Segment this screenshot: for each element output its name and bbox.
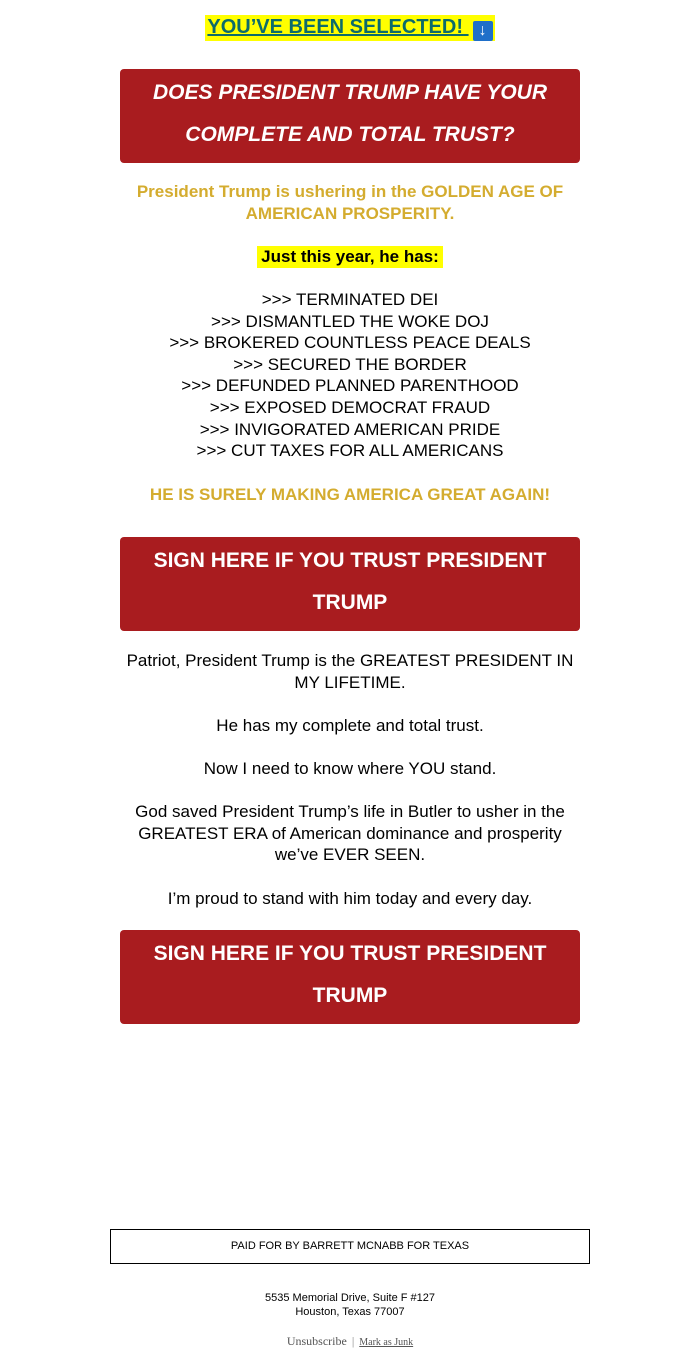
trust-question-line1: DOES PRESIDENT TRUMP HAVE YOUR [153,81,547,104]
list-item: >>> BROKERED COUNTLESS PEACE DEALS [169,333,531,353]
address-line1: 5535 Memorial Drive, Suite F #127 [265,1292,435,1304]
trust-question-button[interactable] [120,69,580,163]
this-year-wrap [0,246,700,268]
selected-banner[interactable] [205,15,494,41]
sign-here-line2: TRUMP [312,984,388,1007]
list-item: >>> EXPOSED DEMOCRAT FRAUD [209,397,491,417]
maga-text: HE IS SURELY MAKING AMERICA GREAT AGAIN! [149,485,551,504]
footer-separator: | [351,1334,355,1348]
trust-question-line2: COMPLETE AND TOTAL TRUST? [185,123,515,146]
accomplishment-list [0,289,700,462]
footer-links [0,1334,700,1349]
unsubscribe-link[interactable]: Unsubscribe [286,1334,347,1348]
sign-here-button-bottom[interactable] [120,930,580,1024]
selected-banner-wrap [0,15,700,41]
address-line2: Houston, Texas 77007 [295,1306,405,1318]
sign-here-line1: SIGN HERE IF YOU TRUST PRESIDENT [153,942,547,965]
list-item: >>> CUT TAXES FOR ALL AMERICANS [196,441,504,461]
golden-age-text: President Trump is ushering in the GOLDEN AGE OF AMERICAN PROSPERITY. [136,182,564,223]
sign-here-line1: SIGN HERE IF YOU TRUST PRESIDENT [153,549,547,572]
sign-here-button[interactable] [120,537,580,631]
sign-here-line2: TRUMP [312,591,388,614]
paid-for-disclaimer: PAID FOR BY BARRETT MCNABB FOR TEXAS [110,1229,590,1264]
list-item: >>> INVIGORATED AMERICAN PRIDE [199,419,501,439]
mark-as-junk-link[interactable]: Mark as Junk [359,1337,414,1348]
letter-paragraph: Now I need to know where YOU stand. [203,758,497,778]
mailing-address [0,1291,700,1319]
down-arrow-icon[interactable]: ↓ [473,21,493,41]
letter-body [115,650,585,931]
this-year-heading: Just this year, he has: [257,246,443,268]
letter-paragraph: Patriot, President Trump is the GREATEST PRESIDENT IN MY LIFETIME. [126,651,574,692]
list-item: >>> DEFUNDED PLANNED PARENTHOOD [181,376,519,396]
list-item: >>> SECURED THE BORDER [233,354,467,374]
selected-banner-text[interactable]: YOU’VE BEEN SELECTED! [207,16,464,38]
letter-paragraph: I’m proud to stand with him today and every day. [167,888,533,908]
letter-paragraph: God saved President Trump’s life in Butler to usher in the GREATEST ERA of American dominance and prosperity we’ve EVER SEEN. [135,802,565,865]
list-item: >>> DISMANTLED THE WOKE DOJ [211,311,489,331]
list-item: >>> TERMINATED DEI [261,290,439,309]
letter-paragraph: He has my complete and total trust. [216,715,484,735]
